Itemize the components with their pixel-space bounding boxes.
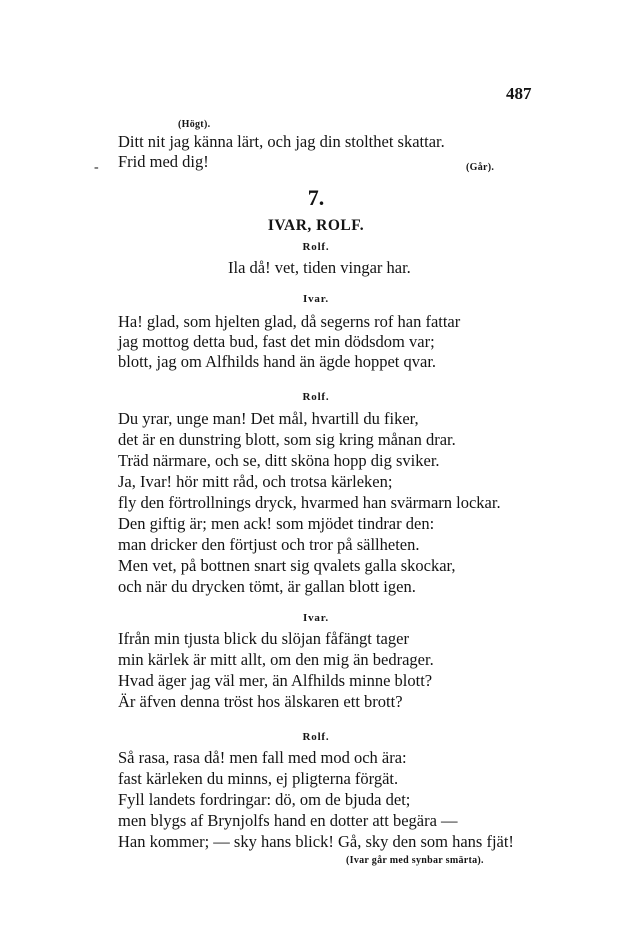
verse-line: jag mottog detta bud, fast det min dödsdom var; — [118, 332, 435, 351]
verse-line: Träd närmare, och se, ditt sköna hopp dig sviker. — [118, 451, 440, 470]
speaker-name: Rolf. — [302, 391, 330, 403]
verse-line: Ditt nit jag känna lärt, och jag din stolthet skattar. — [118, 132, 445, 151]
verse-line: man dricker den förtjust och tror på sällheten. — [118, 535, 420, 554]
verse-line: Du yrar, unge man! Det mål, hvartill du fiker, — [118, 409, 419, 428]
scene-cast: IVAR, ROLF. — [267, 217, 365, 234]
stage-direction-exit: (Går). — [466, 162, 495, 173]
verse-line: Men vet, på bottnen snart sig qvalets galla skockar, — [118, 556, 456, 575]
verse-line: och när du drycken tömt, är gallan blott igen. — [118, 577, 416, 596]
page-number: 487 — [506, 84, 532, 103]
speaker-name: Ivar. — [303, 293, 329, 305]
scene-number: 7. — [307, 185, 325, 210]
verse-line: Hvad äger jag väl mer, än Alfhilds minne blott? — [118, 671, 433, 690]
verse-line: Är äfven denna tröst hos älskaren ett brott? — [118, 692, 403, 711]
verse-line: Ja, Ivar! hör mitt råd, och trotsa kärleken; — [118, 472, 393, 491]
verse-line: det är en dunstring blott, som sig kring månan drar. — [118, 430, 456, 449]
verse-line: men blygs af Brynjolfs hand en dotter att begära — — [118, 811, 458, 830]
verse-line: blott, jag om Alfhilds hand än ägde hoppet qvar. — [118, 352, 437, 371]
verse-line: Han kommer; — sky hans blick! Gå, sky den som hans fjät! — [118, 832, 514, 851]
verse-line: min kärlek är mitt allt, om den mig än bedrager. — [118, 650, 434, 669]
speaker-name: Rolf. — [302, 241, 330, 253]
stage-direction-high: (Högt). — [178, 119, 211, 130]
verse-line: Så rasa, rasa då! men fall med mod och ära: — [118, 748, 407, 767]
verse-line: Ila då! vet, tiden vingar har. — [228, 258, 411, 277]
verse-line: fast kärleken du minns, ej pligterna förgät. — [118, 769, 399, 788]
verse-line: Den giftig är; men ack! som mjödet tindrar den: — [118, 514, 435, 533]
margin-mark: - — [94, 160, 99, 175]
verse-line: Ha! glad, som hjelten glad, då segerns rof han fattar — [118, 312, 461, 331]
stage-direction-final: (Ivar går med synbar smärta). — [346, 855, 484, 866]
speaker-name: Rolf. — [302, 731, 330, 743]
verse-line: Fyll landets fordringar: dö, om de bjuda det; — [118, 790, 411, 809]
verse-line: Ifrån min tjusta blick du slöjan fåfängt tager — [118, 629, 409, 648]
speaker-name: Ivar. — [303, 612, 329, 624]
verse-line: Frid med dig! — [118, 152, 209, 171]
verse-line: fly den förtrollnings dryck, hvarmed han svärmarn lockar. — [118, 493, 501, 512]
